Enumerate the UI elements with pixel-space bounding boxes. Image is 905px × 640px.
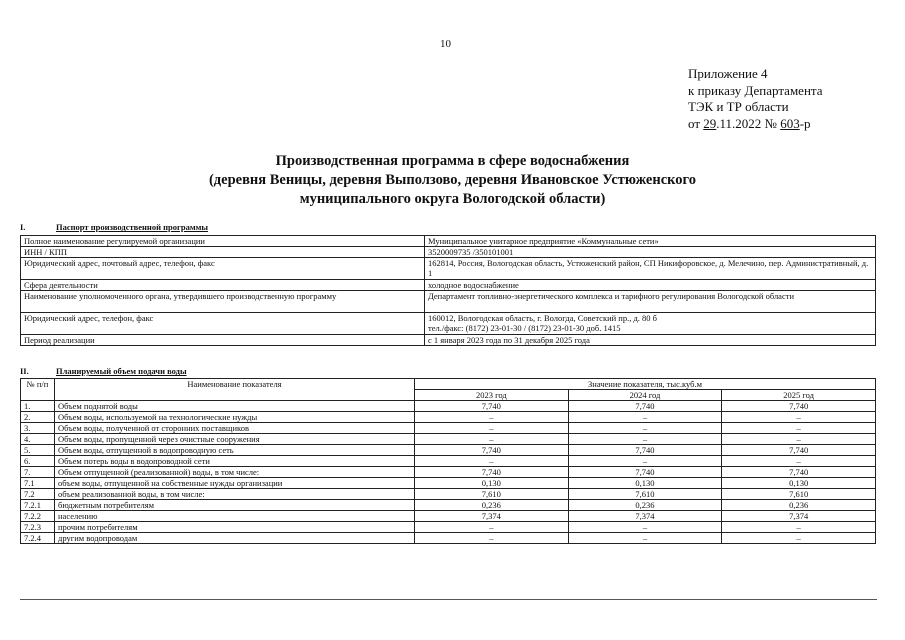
passport-key: Юридический адрес, телефон, факс — [21, 313, 425, 335]
table-row — [21, 489, 876, 500]
row-number: 2. — [21, 412, 55, 423]
row-value: – — [415, 423, 569, 434]
row-number: 7.2.2 — [21, 511, 55, 522]
table-row — [21, 434, 876, 445]
row-value: – — [568, 456, 722, 467]
row-value: 7,740 — [722, 467, 876, 478]
passport-key: Период реализации — [21, 335, 425, 346]
row-name: объем воды, отпущенной на собственные нужды организации — [55, 478, 415, 489]
appendix-line-2: к приказу Департамента — [688, 82, 823, 98]
row-value: – — [568, 522, 722, 533]
row-name: бюджетным потребителям — [55, 500, 415, 511]
row-value: – — [415, 434, 569, 445]
passport-value: 160012, Вологодская область, г. Вологда, Советский пр., д. 80 б тел./факс: (8172) 23-01-30 / (8172) 23-01-30 доб. 1415 — [425, 313, 876, 335]
passport-key: Наименование уполномоченного органа, утвердившего производственную программу — [21, 291, 425, 313]
row-name: Объем воды, пропущенной через очистные сооружения — [55, 434, 415, 445]
row-number: 4. — [21, 434, 55, 445]
col-header-name: Наименование показателя — [55, 379, 415, 401]
row-value: 7,610 — [568, 489, 722, 500]
row-number: 6. — [21, 456, 55, 467]
row-value: – — [415, 533, 569, 544]
table-row — [21, 335, 876, 346]
section-2-number: II. — [20, 366, 29, 376]
table-row — [21, 412, 876, 423]
row-value: – — [415, 456, 569, 467]
appendix-line-3: ТЭК и ТР области — [688, 99, 789, 114]
passport-value: холодное водоснабжение — [425, 280, 876, 291]
row-number: 7.2.1 — [21, 500, 55, 511]
row-name: Объем потерь воды в водопроводной сети — [55, 456, 415, 467]
row-name: Объем отпущенной (реализованной) воды, в том числе: — [55, 467, 415, 478]
row-value: 7,740 — [568, 467, 722, 478]
table-row — [21, 423, 876, 434]
passport-key: ИНН / КПП — [21, 247, 425, 258]
row-value: 7,610 — [415, 489, 569, 500]
row-value: – — [722, 423, 876, 434]
row-value: – — [568, 434, 722, 445]
row-value: 7,740 — [568, 445, 722, 456]
passport-key: Юридический адрес, почтовый адрес, телефон, факс — [21, 258, 425, 280]
row-value: 7,374 — [568, 511, 722, 522]
table-row — [21, 522, 876, 533]
row-value: 7,740 — [415, 401, 569, 412]
row-name: населению — [55, 511, 415, 522]
row-value: – — [722, 412, 876, 423]
row-number: 1. — [21, 401, 55, 412]
col-header-value: Значение показателя, тыс.куб.м — [415, 379, 876, 390]
row-value: 7,374 — [415, 511, 569, 522]
section-1-number: I. — [20, 222, 26, 232]
passport-value: 162814, Россия, Вологодская область, Устюженский район, СП Никифоровское, д. Мелечино, пер. Административный, д. 1 — [425, 258, 876, 280]
document-title — [170, 152, 735, 209]
water-volume-table — [20, 378, 876, 544]
row-name: Объем воды, полученной от сторонних поставщиков — [55, 423, 415, 434]
passport-table — [20, 235, 876, 346]
row-value: 0,236 — [415, 500, 569, 511]
section-1-title: Паспорт производственной программы — [56, 222, 209, 232]
row-number: 7. — [21, 467, 55, 478]
passport-value: с 1 января 2023 года по 31 декабря 2025 года — [425, 335, 876, 346]
row-value: 0,130 — [568, 478, 722, 489]
col-header-year: 2024 год — [568, 390, 722, 401]
row-name: объем реализованной воды, в том числе: — [55, 489, 415, 500]
title-line-1: Производственная программа в сфере водоснабжения — [275, 153, 630, 169]
row-number: 7.2.4 — [21, 533, 55, 544]
row-value: 7,740 — [722, 401, 876, 412]
appendix-line-1: Приложение 4 — [688, 66, 768, 81]
passport-value: Департамент топливно-энергетического комплекса и тарифного регулирования Вологодской области — [425, 291, 876, 313]
table-row — [21, 500, 876, 511]
row-name: Объем воды, отпущенной в водопроводную сеть — [55, 445, 415, 456]
table-row — [21, 511, 876, 522]
row-value: 0,130 — [722, 478, 876, 489]
row-value: – — [568, 412, 722, 423]
row-name: Объем поднятой воды — [55, 401, 415, 412]
passport-key: Полное наименование регулируемой организации — [21, 236, 425, 247]
row-value: – — [415, 522, 569, 533]
date-day: 29 — [703, 115, 717, 131]
row-value: 7,740 — [415, 445, 569, 456]
row-number: 5. — [21, 445, 55, 456]
table-row — [21, 533, 876, 544]
col-header-year: 2025 год — [722, 390, 876, 401]
col-header-number: № п/п — [21, 379, 55, 401]
passport-value: 3520009735 /350101001 — [425, 247, 876, 258]
order-suffix: -р — [799, 115, 811, 131]
section-2-title: Планируемый объем подачи воды — [56, 366, 187, 376]
bottom-rule — [20, 599, 877, 600]
date-rest: .11.2022 № — [716, 115, 781, 131]
row-value: – — [568, 423, 722, 434]
passport-key: Сфера деятельности — [21, 280, 425, 291]
table-row — [21, 258, 876, 280]
row-number: 7.2 — [21, 489, 55, 500]
row-number: 7.2.3 — [21, 522, 55, 533]
row-value: – — [415, 412, 569, 423]
row-value: 0,236 — [568, 500, 722, 511]
row-name: другим водопроводам — [55, 533, 415, 544]
row-name: прочим потребителям — [55, 522, 415, 533]
row-value: 7,740 — [722, 445, 876, 456]
row-value: 7,374 — [722, 511, 876, 522]
section-2-heading — [20, 366, 187, 376]
appendix-block — [688, 66, 823, 132]
table-row — [21, 445, 876, 456]
date-prefix: от — [688, 115, 704, 131]
appendix-date-line — [688, 116, 823, 133]
table-row — [21, 313, 876, 335]
table-row — [21, 401, 876, 412]
row-value: 7,610 — [722, 489, 876, 500]
section-1-heading — [20, 222, 208, 232]
table-row — [21, 280, 876, 291]
page-number: 10 — [440, 38, 451, 50]
row-value: – — [722, 522, 876, 533]
table-row — [21, 467, 876, 478]
row-value: – — [722, 533, 876, 544]
table-row — [21, 478, 876, 489]
table-row — [21, 456, 876, 467]
order-number: 603 — [780, 115, 800, 131]
row-value: 0,236 — [722, 500, 876, 511]
row-number: 3. — [21, 423, 55, 434]
passport-value: Муниципальное унитарное предприятие «Коммунальные сети» — [425, 236, 876, 247]
title-line-3: муниципального округа Вологодской области) — [299, 191, 606, 207]
row-value: – — [568, 533, 722, 544]
table-row — [21, 236, 876, 247]
row-value: 0,130 — [415, 478, 569, 489]
table-row — [21, 247, 876, 258]
row-value: – — [722, 456, 876, 467]
table-row — [21, 291, 876, 313]
row-name: Объем воды, используемой на технологические нужды — [55, 412, 415, 423]
row-number: 7.1 — [21, 478, 55, 489]
col-header-year: 2023 год — [415, 390, 569, 401]
title-line-2: (деревня Веницы, деревня Выползово, деревня Ивановское Устюженского — [208, 172, 697, 188]
row-value: – — [722, 434, 876, 445]
row-value: 7,740 — [415, 467, 569, 478]
row-value: 7,740 — [568, 401, 722, 412]
